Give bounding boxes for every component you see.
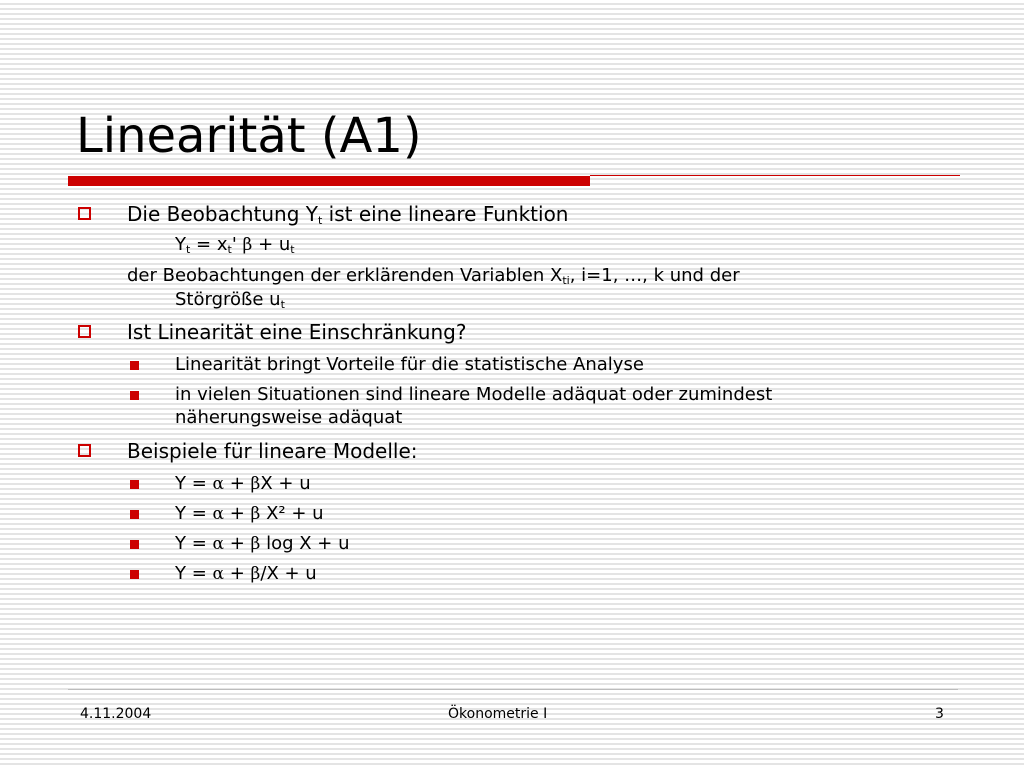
filled-square-bullet-icon <box>130 540 139 549</box>
title-underline-thin <box>590 175 960 176</box>
example-model-2 <box>175 503 324 525</box>
ex-mid: + <box>224 473 251 494</box>
subscript: t <box>317 214 323 227</box>
eq-plus-u: + u <box>252 234 291 255</box>
ex-mid: + <box>224 503 251 524</box>
beta-symbol: β <box>250 474 261 494</box>
filled-square-bullet-icon <box>130 510 139 519</box>
hollow-square-bullet-icon <box>78 325 91 338</box>
ex-pre: Y = <box>175 533 213 554</box>
alpha-symbol: α <box>212 504 225 524</box>
alpha-symbol: α <box>212 534 225 554</box>
ex-pre: Y = <box>175 503 213 524</box>
ex-mid: + <box>224 563 251 584</box>
sub-bullet-adequate-line-2: näherungsweise adäquat <box>175 407 403 428</box>
example-model-4 <box>175 563 317 585</box>
ex-post: log X + u <box>260 533 350 554</box>
beta-symbol: β <box>250 564 261 584</box>
description-line-2 <box>175 289 285 311</box>
desc2-pre: Störgröße u <box>175 289 281 310</box>
alpha-symbol: α <box>212 474 225 494</box>
eq-equals-x: = x <box>190 234 228 255</box>
title-underline-accent <box>68 176 590 186</box>
filled-square-bullet-icon <box>130 391 139 400</box>
text-pre: Die Beobachtung Y <box>127 202 318 226</box>
bullet-restriction-question: Ist Linearität eine Einschränkung? <box>127 320 467 344</box>
eq-prime: ' <box>231 234 237 255</box>
ex-post: X + u <box>260 473 311 494</box>
beta-symbol: β <box>250 534 261 554</box>
ex-post: /X + u <box>260 563 317 584</box>
filled-square-bullet-icon <box>130 570 139 579</box>
footer-date: 4.11.2004 <box>80 706 152 722</box>
slide-title: Linearität (A1) <box>76 108 422 164</box>
ex-post: X² + u <box>260 503 324 524</box>
equation-yt <box>175 234 295 256</box>
eq-y: Y <box>175 234 186 255</box>
description-line-1 <box>127 265 740 287</box>
footer-title: Ökonometrie I <box>448 706 548 722</box>
beta-symbol: β <box>250 504 261 524</box>
bullet-observation <box>127 201 568 227</box>
eq-sub-t: t <box>186 243 191 256</box>
ex-mid: + <box>224 533 251 554</box>
footer-divider <box>68 689 958 690</box>
filled-square-bullet-icon <box>130 480 139 489</box>
hollow-square-bullet-icon <box>78 444 91 457</box>
example-model-3 <box>175 533 350 555</box>
eq-sub-t: t <box>290 243 295 256</box>
beta-symbol: β <box>242 235 253 255</box>
text-post: ist eine lineare Funktion <box>322 202 569 226</box>
slide-number: 3 <box>935 706 944 722</box>
example-model-1 <box>175 473 311 495</box>
bullet-examples: Beispiele für lineare Modelle: <box>127 439 418 463</box>
desc-pre: der Beobachtungen der erklärenden Variablen X <box>127 265 563 286</box>
sub-bullet-adequate-line-1: in vielen Situationen sind lineare Modelle adäquat oder zumindest <box>175 384 773 405</box>
desc-post: , i=1, …, k und der <box>569 265 740 286</box>
ex-pre: Y = <box>175 473 213 494</box>
alpha-symbol: α <box>212 564 225 584</box>
filled-square-bullet-icon <box>130 361 139 370</box>
hollow-square-bullet-icon <box>78 207 91 220</box>
eq-sub-t: t <box>227 243 232 256</box>
sub-bullet-advantages: Linearität bringt Vorteile für die statistische Analyse <box>175 354 644 375</box>
desc2-subscript: t <box>280 298 285 311</box>
ex-pre: Y = <box>175 563 213 584</box>
desc-subscript: ti <box>562 274 570 287</box>
